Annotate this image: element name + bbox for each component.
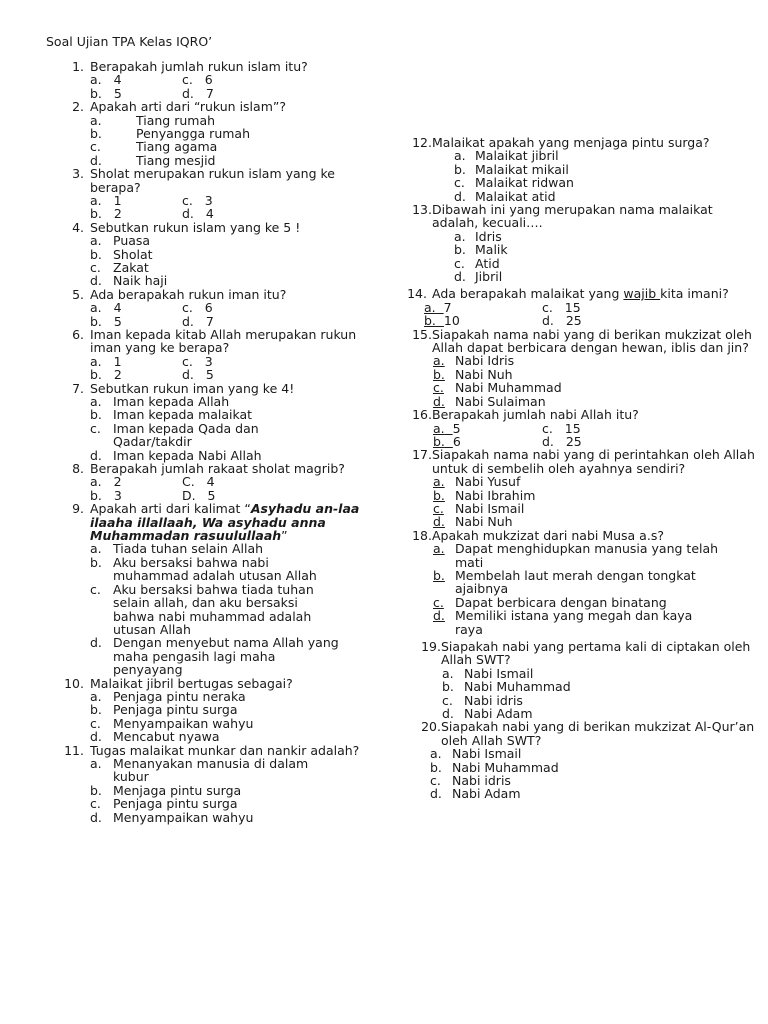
answer-option[interactable] [0, 761, 768, 774]
answer-option-row [0, 301, 768, 314]
question-text [432, 287, 762, 300]
option-text: 1 [113, 193, 122, 209]
option-letter: b. [90, 206, 102, 222]
question-item [0, 720, 768, 800]
option-letter: b. [454, 242, 466, 258]
option-letter: a. [433, 353, 445, 369]
answer-option[interactable] [542, 435, 582, 448]
option-letter: d. [90, 273, 102, 289]
option-letter: a. [90, 353, 102, 369]
answer-option[interactable] [542, 314, 582, 327]
question-text: Sebutkan rukun iman yang ke 4! [90, 380, 295, 396]
answer-option-row [0, 73, 380, 86]
option-text: Malaikat jibril [475, 148, 559, 164]
option-letter: d. [433, 514, 445, 530]
option-text: Nabi Sulaiman [455, 393, 546, 409]
option-text: Menyampaikan wahyu [113, 715, 254, 731]
option-letter: c. [90, 420, 101, 436]
question-item [0, 448, 768, 528]
answer-option[interactable] [0, 368, 768, 381]
answer-option[interactable] [0, 596, 768, 609]
option-letter: d. [454, 269, 466, 285]
answer-option-row [0, 314, 768, 327]
answer-option[interactable] [0, 475, 768, 488]
option-text: Atid [475, 255, 500, 271]
option-letter: d. [182, 313, 194, 329]
option-text: 2 [113, 206, 122, 222]
option-text: 15 [564, 299, 581, 315]
question-text-part: Ada berapakah malaikat yang [432, 286, 624, 302]
option-text: 5 [113, 85, 122, 101]
option-text: Nabi Muhammad [452, 759, 559, 775]
answer-option[interactable] [0, 354, 768, 367]
option-text: 3 [204, 353, 213, 369]
option-text: Nabi Ibrahim [455, 487, 536, 503]
option-letter: b. [90, 367, 102, 383]
answer-option[interactable] [542, 301, 581, 314]
answer-option[interactable] [0, 270, 768, 283]
question-number: 6. [72, 327, 84, 343]
option-text: Nabi Yusuf [455, 474, 521, 490]
option-letter: D. [182, 487, 196, 503]
option-letter: b. [90, 246, 102, 262]
option-text: Penjaga pintu neraka [113, 688, 246, 704]
option-letter: c. [182, 193, 193, 209]
option-letter: b. [90, 126, 102, 141]
option-text: 5 [207, 487, 216, 503]
question-number: 18. [412, 527, 432, 543]
option-letter: b. [430, 759, 442, 775]
option-letter: d. [430, 786, 442, 802]
option-text: Malaikat mikail [475, 161, 569, 177]
option-text: 25 [565, 313, 582, 329]
answer-option-row [0, 435, 768, 448]
option-letter: a. [454, 148, 466, 164]
answer-option[interactable] [182, 87, 214, 100]
option-text: Iman kepada malaikat [113, 407, 253, 423]
option-text: Memiliki istana yang megah dan kaya raya [455, 608, 693, 637]
option-text: Nabi Nuh [455, 366, 513, 382]
option-letter: b. [433, 366, 445, 382]
option-letter: b. [90, 702, 102, 718]
question-number: 15. [412, 326, 432, 342]
question-number: 16. [412, 407, 432, 423]
option-letter: d. [542, 433, 554, 449]
option-text: Dapat berbicara dengan binatang [455, 594, 667, 610]
option-text: Malik [475, 242, 508, 258]
answer-option[interactable] [0, 381, 768, 394]
question-item [0, 408, 768, 448]
option-letter: c. [542, 299, 553, 315]
option-letter: d. [454, 188, 466, 204]
option-text: Nabi Ismail [455, 500, 525, 516]
option-letter: c. [182, 353, 193, 369]
option-text: Idris [475, 228, 502, 244]
option-text: Naik haji [113, 273, 168, 289]
option-letter: c. [90, 796, 101, 812]
option-letter: c. [454, 255, 465, 271]
question-number: 14. [407, 286, 427, 302]
question-text: Sholat merupakan rukun islam yang ke berapa? [90, 166, 335, 195]
question-text-part: Apakah arti dari kalimat “ [90, 501, 251, 517]
option-letter: d. [182, 206, 194, 222]
question-text: Siapakah nabi yang di berikan mukzizat Al-Qur’an oleh Allah SWT? [441, 719, 755, 748]
option-text: Menanyakan manusia di dalam kubur [113, 755, 309, 785]
question-item [0, 60, 380, 100]
option-letter: c. [454, 175, 465, 191]
question-number: 10. [64, 675, 84, 691]
option-text: Tiada tuhan selain Allah [113, 541, 264, 557]
option-letter: c. [433, 594, 444, 610]
question-item [0, 328, 768, 408]
option-letter: b. [90, 782, 102, 798]
answer-option[interactable] [0, 190, 768, 203]
option-text: Jibril [475, 269, 503, 285]
option-letter: b. [454, 161, 466, 177]
question-number: 12. [412, 135, 432, 150]
option-letter: d. [182, 85, 194, 101]
option-letter: a. [442, 665, 454, 681]
question-number: 11. [64, 742, 84, 758]
answer-option[interactable] [0, 811, 380, 824]
option-letter: a. [90, 300, 102, 316]
answer-option[interactable] [90, 73, 122, 86]
question-text: Sebutkan rukun islam yang ke 5 ! [90, 219, 301, 235]
question-item [0, 529, 768, 636]
question-number: 1. [72, 59, 84, 74]
option-letter: a. [90, 688, 102, 704]
option-text: 10 [443, 313, 460, 329]
option-text: Puasa [113, 233, 151, 249]
question-text: Berapakah jumlah rakaat sholat magrib? [90, 461, 345, 477]
answer-option[interactable] [0, 114, 380, 127]
question-text-part: ” [281, 528, 288, 544]
question-column-right [0, 136, 768, 801]
option-text: Dapat menghidupkan manusia yang telah mati [455, 541, 719, 570]
option-letter: a. [90, 541, 102, 557]
question-text: Dibawah ini yang merupakan nama malaikat adalah, kecuali…. [432, 202, 713, 231]
option-text: Dengan menyebut nama Allah yang maha pengasih lagi maha penyayang [113, 635, 339, 678]
option-letter: c. [430, 773, 441, 789]
option-letter: a. [424, 299, 436, 315]
option-letter: a. [90, 233, 102, 249]
option-letter: a. [430, 746, 442, 762]
option-text: 6 [204, 72, 213, 88]
option-letter: d. [442, 706, 454, 721]
option-letter: d. [90, 152, 102, 168]
answer-option[interactable] [0, 542, 768, 569]
answer-option[interactable] [0, 694, 768, 707]
option-text: Nabi Muhammad [455, 380, 562, 396]
option-letter: d. [90, 447, 102, 463]
option-text: 4 [113, 300, 122, 316]
option-letter: b. [433, 433, 445, 449]
option-text: Aku bersaksi bahwa tiada tuhan selain allah, dan aku bersaksi bahwa nabi muhammad adalah utusan Allah [113, 581, 314, 637]
option-text: Zakat [113, 260, 149, 276]
option-text: 6 [204, 300, 213, 316]
option-text: Penyangga rumah [136, 126, 251, 141]
option-letter: c. [90, 260, 101, 276]
option-text: 3 [204, 193, 213, 209]
option-text: Membelah laut merah dengan tongkat ajaibnya [455, 567, 696, 597]
option-text: Nabi Adam [452, 786, 521, 802]
option-letter: d. [90, 635, 102, 651]
arabic-phrase: Asyhadu an-laa ilaaha illallaah, Wa asyhadu anna Muhammadan rasuulullaah [90, 501, 360, 544]
answer-option[interactable] [433, 435, 461, 448]
answer-option[interactable] [542, 422, 581, 435]
option-letter: c. [433, 500, 444, 516]
answer-option[interactable] [424, 314, 460, 327]
option-text: Iman kepada Nabi Allah [113, 447, 262, 463]
option-text: Nabi Nuh [455, 514, 513, 530]
option-text: 2 [113, 474, 122, 490]
option-text: Tiang mesjid [136, 152, 216, 168]
option-text: Nabi Ismail [464, 665, 534, 681]
option-text: 4 [205, 206, 214, 222]
answer-option[interactable] [0, 707, 768, 720]
option-letter: b. [90, 407, 102, 423]
option-letter: c. [433, 380, 444, 396]
option-text: 5 [113, 313, 122, 329]
option-text: 3 [113, 487, 122, 503]
option-letter: b. [90, 554, 102, 570]
answer-option[interactable] [0, 176, 768, 189]
option-letter: b. [442, 679, 454, 695]
question-number: 3. [72, 166, 84, 182]
option-text: 4 [113, 72, 122, 88]
option-text: Malaikat atid [475, 188, 556, 204]
question-number: 17. [412, 447, 432, 463]
question-number: 19. [421, 638, 441, 654]
option-text: Nabi idris [464, 692, 523, 708]
answer-option[interactable] [0, 489, 768, 502]
option-text: 25 [565, 433, 582, 449]
question-text: Berapakah jumlah nabi Allah itu? [432, 407, 639, 423]
option-letter: a. [90, 72, 102, 88]
option-text: Penjaga pintu surga [113, 796, 238, 812]
option-text: Iman kepada Qada dan Qadar/takdir [113, 420, 259, 450]
option-letter: a. [90, 394, 102, 410]
option-letter: b. [433, 567, 445, 583]
option-text: Nabi Muhammad [464, 679, 571, 695]
option-text: 7 [205, 313, 214, 329]
option-text: Sholat [113, 246, 153, 262]
option-letter: b. [90, 313, 102, 329]
option-letter: a. [454, 228, 466, 244]
question-text: Siapakah nama nabi yang di perintahkan oleh Allah untuk di sembelih oleh ayahnya sendiri? [432, 447, 755, 476]
question-item [0, 640, 768, 720]
question-number: 7. [72, 380, 84, 396]
option-letter: a. [433, 541, 445, 557]
option-letter: b. [90, 487, 102, 503]
answer-option[interactable] [0, 243, 768, 256]
option-text: Menyampaikan wahyu [113, 809, 254, 825]
question-text: Malaikat apakah yang menjaga pintu surga? [432, 135, 710, 150]
option-letter: d. [433, 393, 445, 409]
option-text: Nabi Adam [464, 706, 533, 721]
answer-option[interactable] [90, 87, 122, 100]
option-letter: b. [90, 85, 102, 101]
answer-option[interactable] [433, 422, 461, 435]
page-title: Soal Ujian TPA Kelas IQRO’ [46, 34, 213, 49]
question-text: Ada berapakah rukun iman itu? [90, 286, 287, 302]
option-letter: c. [442, 692, 453, 708]
option-text: 5 [205, 367, 214, 383]
question-item [0, 203, 768, 283]
answer-option[interactable] [0, 395, 768, 408]
question-number: 9. [72, 501, 84, 517]
option-letter: a. [90, 474, 102, 490]
option-text: Nabi Ismail [452, 746, 522, 762]
option-letter: a. [433, 474, 445, 490]
answer-option[interactable] [0, 667, 768, 680]
question-text: Malaikat jibril bertugas sebagai? [90, 675, 293, 691]
option-letter: d. [433, 608, 445, 624]
option-letter: c. [90, 715, 101, 731]
option-letter: d. [90, 809, 102, 825]
option-letter: a. [433, 420, 445, 436]
option-text: 7 [205, 85, 214, 101]
option-text: 7 [443, 299, 452, 315]
option-letter: a. [90, 193, 102, 209]
option-text: 6 [452, 433, 461, 449]
answer-option[interactable] [0, 502, 768, 515]
answer-option[interactable] [0, 163, 768, 176]
underlined-word: wajib [623, 286, 661, 302]
option-letter: b. [424, 313, 436, 329]
option-letter: d. [542, 313, 554, 329]
answer-option[interactable] [0, 230, 768, 243]
answer-option-row [0, 87, 380, 100]
answer-option-row [0, 422, 768, 435]
option-text: Nabi Idris [455, 353, 515, 369]
question-text: Siapakah nabi yang pertama kali di ciptakan oleh Allah SWT? [441, 638, 751, 668]
option-text: Penjaga pintu surga [113, 702, 238, 718]
option-text: Mencabut nyawa [113, 729, 220, 745]
question-item [0, 136, 768, 203]
answer-option[interactable] [182, 73, 213, 86]
option-letter: c. [542, 420, 553, 436]
question-item [0, 287, 768, 327]
answer-option[interactable] [0, 569, 768, 596]
option-letter: c. [182, 300, 193, 316]
option-letter: c. [182, 72, 193, 88]
option-text: Tiang rumah [136, 112, 216, 128]
option-letter: a. [90, 112, 102, 128]
question-text-part: kita imani? [660, 286, 729, 302]
option-text: Nabi idris [452, 773, 511, 789]
option-text: 15 [564, 420, 581, 436]
answer-option[interactable] [0, 787, 768, 800]
option-text: 5 [452, 420, 461, 436]
option-text: 4 [206, 474, 215, 490]
option-text: Menjaga pintu surga [113, 782, 242, 798]
question-text: Berapakah jumlah rukun islam itu? [90, 59, 308, 74]
answer-option[interactable] [0, 680, 768, 693]
option-text: Tiang agama [136, 139, 218, 155]
option-letter: c. [90, 139, 101, 155]
question-text: Apakah arti dari “rukun islam”? [90, 99, 286, 115]
answer-option[interactable] [0, 515, 768, 528]
option-text: 1 [113, 353, 122, 369]
option-letter: b. [433, 487, 445, 503]
option-letter: a. [90, 755, 102, 771]
question-number: 8. [72, 461, 84, 477]
option-text: Aku bersaksi bahwa nabi muhammad adalah utusan Allah [113, 554, 317, 584]
answer-option[interactable] [0, 774, 768, 787]
question-number: 13. [412, 202, 432, 218]
answer-option[interactable] [0, 149, 768, 162]
option-letter: d. [182, 367, 194, 383]
question-number: 5. [72, 286, 84, 302]
option-letter: d. [90, 729, 102, 745]
question-text: Apakah mukzizat dari nabi Musa a.s? [432, 527, 664, 543]
answer-option[interactable] [424, 301, 452, 314]
option-letter: c. [90, 581, 101, 597]
question-number: 2. [72, 99, 84, 115]
question-text: Siapakah nama nabi yang di berikan mukzizat oleh Allah dapat berbicara dengan hewan, iblis dan jin? [432, 326, 752, 356]
question-number: 4. [72, 219, 84, 235]
answer-option[interactable] [0, 747, 768, 760]
question-number: 20. [421, 719, 441, 735]
answer-option[interactable] [0, 257, 768, 270]
option-letter: C. [182, 474, 195, 490]
option-text: 2 [113, 367, 122, 383]
answer-option[interactable] [0, 609, 768, 636]
question-text: Iman kepada kitab Allah merupakan rukun iman yang ke berapa? [90, 327, 357, 356]
option-text: Iman kepada Allah [113, 394, 230, 410]
question-text: Tugas malaikat munkar dan nankir adalah? [90, 742, 360, 758]
option-text: Malaikat ridwan [475, 175, 574, 191]
